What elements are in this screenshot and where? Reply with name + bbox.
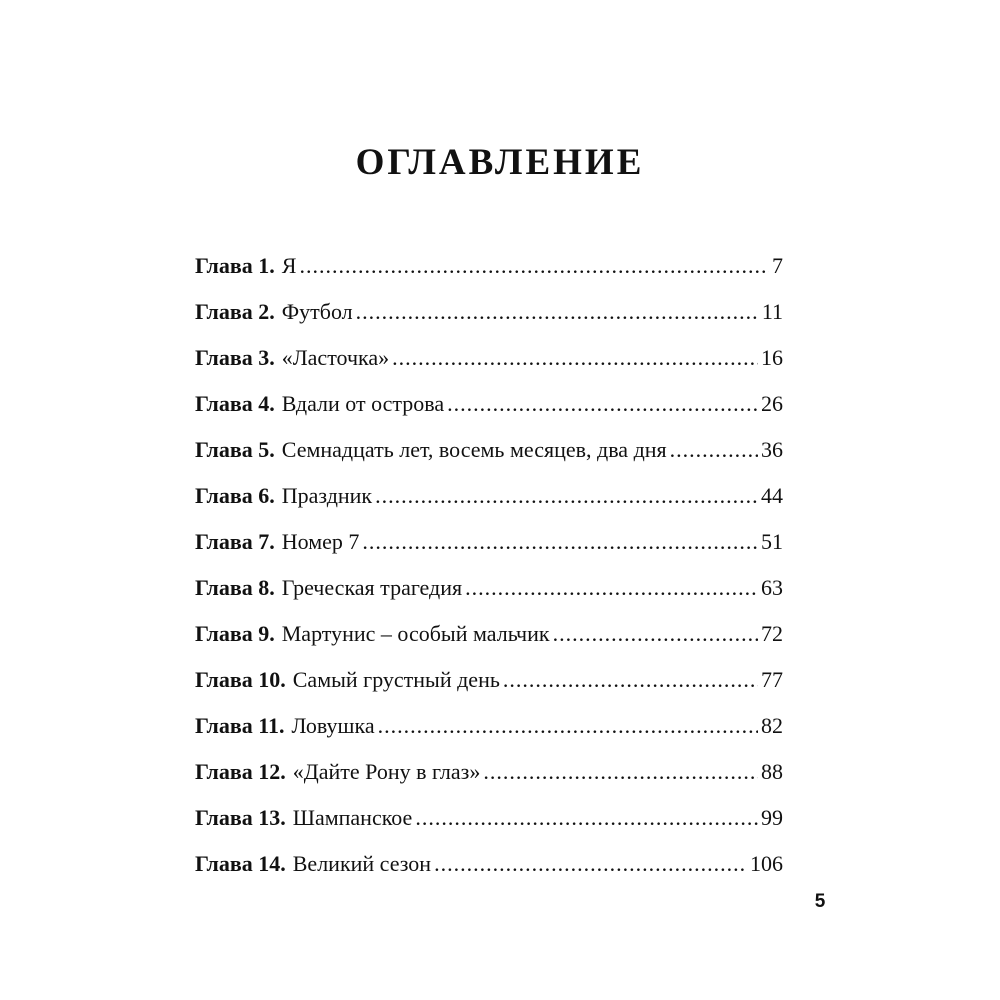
chapter-page-number: 63 <box>761 575 783 600</box>
chapter-title: «Ласточка» <box>281 345 390 370</box>
chapter-title: Вдали от острова <box>281 391 445 416</box>
chapter-title: «Дайте Рону в глаз» <box>292 759 481 784</box>
dot-leader <box>553 615 758 653</box>
chapter-label: Глава 14. <box>195 851 286 876</box>
chapter-page-number: 26 <box>761 391 783 416</box>
dot-leader <box>483 753 758 791</box>
chapter-title: Греческая трагедия <box>281 575 463 600</box>
chapter-label: Глава 6. <box>195 483 275 508</box>
chapter-title: Семнадцать лет, восемь месяцев, два дня <box>281 437 667 462</box>
chapter-page-number: 99 <box>761 805 783 830</box>
toc-entry <box>195 477 783 523</box>
toc-entry <box>195 753 783 799</box>
chapter-title: Самый грустный день <box>292 667 500 692</box>
dot-leader <box>503 661 758 699</box>
chapter-title: Ловушка <box>291 713 375 738</box>
chapter-label: Глава 11. <box>195 713 285 738</box>
toc-entry <box>195 339 783 385</box>
chapter-title: Номер 7 <box>281 529 360 554</box>
toc-entry <box>195 431 783 477</box>
chapter-label: Глава 7. <box>195 529 275 554</box>
chapter-label: Глава 4. <box>195 391 275 416</box>
chapter-label: Глава 2. <box>195 299 275 324</box>
chapter-label: Глава 1. <box>195 253 275 278</box>
toc-entry <box>195 385 783 431</box>
chapter-page-number: 77 <box>761 667 783 692</box>
toc-entry <box>195 845 783 891</box>
chapter-page-number: 72 <box>761 621 783 646</box>
chapter-title: Великий сезон <box>292 851 432 876</box>
chapter-label: Глава 13. <box>195 805 286 830</box>
toc-entry <box>195 799 783 845</box>
toc-entry <box>195 569 783 615</box>
dot-leader <box>299 247 769 285</box>
chapter-title: Праздник <box>281 483 373 508</box>
dot-leader <box>392 339 758 377</box>
table-of-contents <box>195 247 783 891</box>
chapter-page-number: 51 <box>761 529 783 554</box>
dot-leader <box>375 477 758 515</box>
dot-leader <box>447 385 758 423</box>
chapter-label: Глава 9. <box>195 621 275 646</box>
chapter-label: Глава 5. <box>195 437 275 462</box>
chapter-page-number: 11 <box>761 299 783 324</box>
chapter-title: Мартунис – особый мальчик <box>281 621 550 646</box>
page-title: ОГЛАВЛЕНИЕ <box>355 142 645 183</box>
toc-entry <box>195 661 783 707</box>
chapter-page-number: 44 <box>761 483 783 508</box>
dot-leader <box>670 431 758 469</box>
chapter-title: Футбол <box>281 299 353 324</box>
chapter-page-number: 7 <box>772 253 783 278</box>
chapter-page-number: 36 <box>761 437 783 462</box>
dot-leader <box>465 569 758 607</box>
toc-entry <box>195 615 783 661</box>
dot-leader <box>434 845 747 883</box>
dot-leader <box>415 799 758 837</box>
chapter-page-number: 82 <box>761 713 783 738</box>
toc-entry <box>195 247 783 293</box>
chapter-page-number: 106 <box>750 851 783 876</box>
toc-entry <box>195 707 783 753</box>
chapter-page-number: 16 <box>761 345 783 370</box>
chapter-page-number: 88 <box>761 759 783 784</box>
chapter-label: Глава 12. <box>195 759 286 784</box>
chapter-label: Глава 10. <box>195 667 286 692</box>
dot-leader <box>362 523 758 561</box>
toc-entry <box>195 293 783 339</box>
chapter-label: Глава 8. <box>195 575 275 600</box>
chapter-title: Я <box>281 253 297 278</box>
chapter-title: Шампанское <box>292 805 413 830</box>
dot-leader <box>356 293 759 331</box>
chapter-label: Глава 3. <box>195 345 275 370</box>
page-number: 5 <box>814 891 826 912</box>
dot-leader <box>378 707 758 745</box>
toc-entry <box>195 523 783 569</box>
